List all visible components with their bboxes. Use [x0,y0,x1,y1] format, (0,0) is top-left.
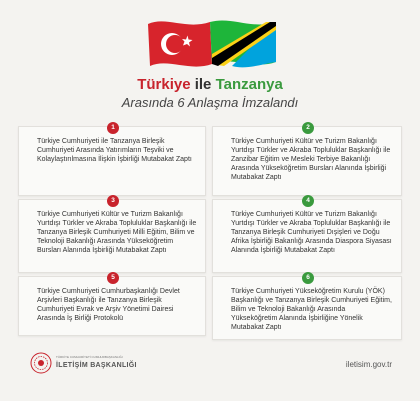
footer-url[interactable]: iletisim.gov.tr [345,360,392,369]
page-subtitle: Arasında 6 Anlaşma İmzalandı [121,95,299,110]
agreement-text: Türkiye Cumhuriyeti Cumhurbaşkanlığı Devlet Arşivleri Başkanlığı ile Tanzanya Birleşik Cumhuriyeti Evrak ve Arşiv Yönetimi Dairesi Arasında İş Birliği Protokolü [37,288,180,322]
agreement-text: Türkiye Cumhuriyeti Kültür ve Turizm Bakanlığı Yurtdışı Türkler ve Akraba Topluluklar Başkanlığı ile Zanzibar Eğitim ve Mesleki Terbiye Bakanlığı Arasında Yükseköğretim Bursları Alanında İşbirliği Mutabakat Zaptı [231,138,391,181]
agreement-card-1 [18,126,206,196]
footer-org-name: İLETİŞİM BAŞKANLIĞI [56,362,137,369]
number-badge: 5 [107,272,119,284]
number-badge: 4 [302,195,314,207]
agreement-text: Türkiye Cumhuriyeti ile Tanzanya Birleşik Cumhuriyeti Arasında Yatırımların Teşviki ve Kolaylaştırılmasına İlişkin İşbirliği Mutabakat Zaptı [37,138,192,163]
number-badge: 3 [107,195,119,207]
agreement-card-6 [212,276,402,340]
agreement-text: Türkiye Cumhuriyeti Kültür ve Turizm Bakanlığı Yurtdışı Türkler ve Akraba Topluluklar Başkanlığı ile Tanzanya Birleşik Cumhuriyeti Dışişleri ve Doğu Afrika İşbirliği Bakanlığı Arasında Diaspora Siyasası Alanında İşbirliği Mutabakat Zaptı [231,211,392,254]
agreement-card-3 [18,199,206,273]
agreement-card-2 [212,126,402,196]
agreement-text: Türkiye Cumhuriyeti Kültür ve Turizm Bakanlığı Yurtdışı Türkler ve Akraba Topluluklar Başkanlığı ile Tanzanya Birleşik Cumhuriyeti Milli Eğitim, Bilim ve Teknoloji Bakanlığı Arasında Yükseköğretim Bursları Alanında İşbirliği Mutabakat Zaptı [37,211,197,254]
agreement-text: Türkiye Cumhuriyeti Yükseköğretim Kurulu (YÖK) Başkanlığı ve Tanzanya Birleşik Cumhuriyeti Eğitim, Bilim ve Teknoloji Bakanlığı Arasında Yükseköğretim Alanında İşbirliğine Yönelik Mutabakat Zaptı [231,288,392,331]
number-badge: 1 [107,122,119,134]
number-badge: 6 [302,272,314,284]
title-ile: ile [190,76,216,93]
iletisim-logo-icon [30,352,52,374]
number-badge: 2 [302,122,314,134]
agreement-card-4 [212,199,402,273]
title-tanzanya: Tanzanya [215,76,283,93]
turkiye-tanzanya-flags [146,14,278,72]
title-turkiye: Türkiye [137,76,191,93]
page-title [0,76,420,93]
footer-ministry-label: TÜRKİYE CUMHURİYETİ CUMHURBAŞKANLIĞI [56,355,123,359]
tanzanya-flag [210,20,276,67]
agreement-card-5 [18,276,206,336]
